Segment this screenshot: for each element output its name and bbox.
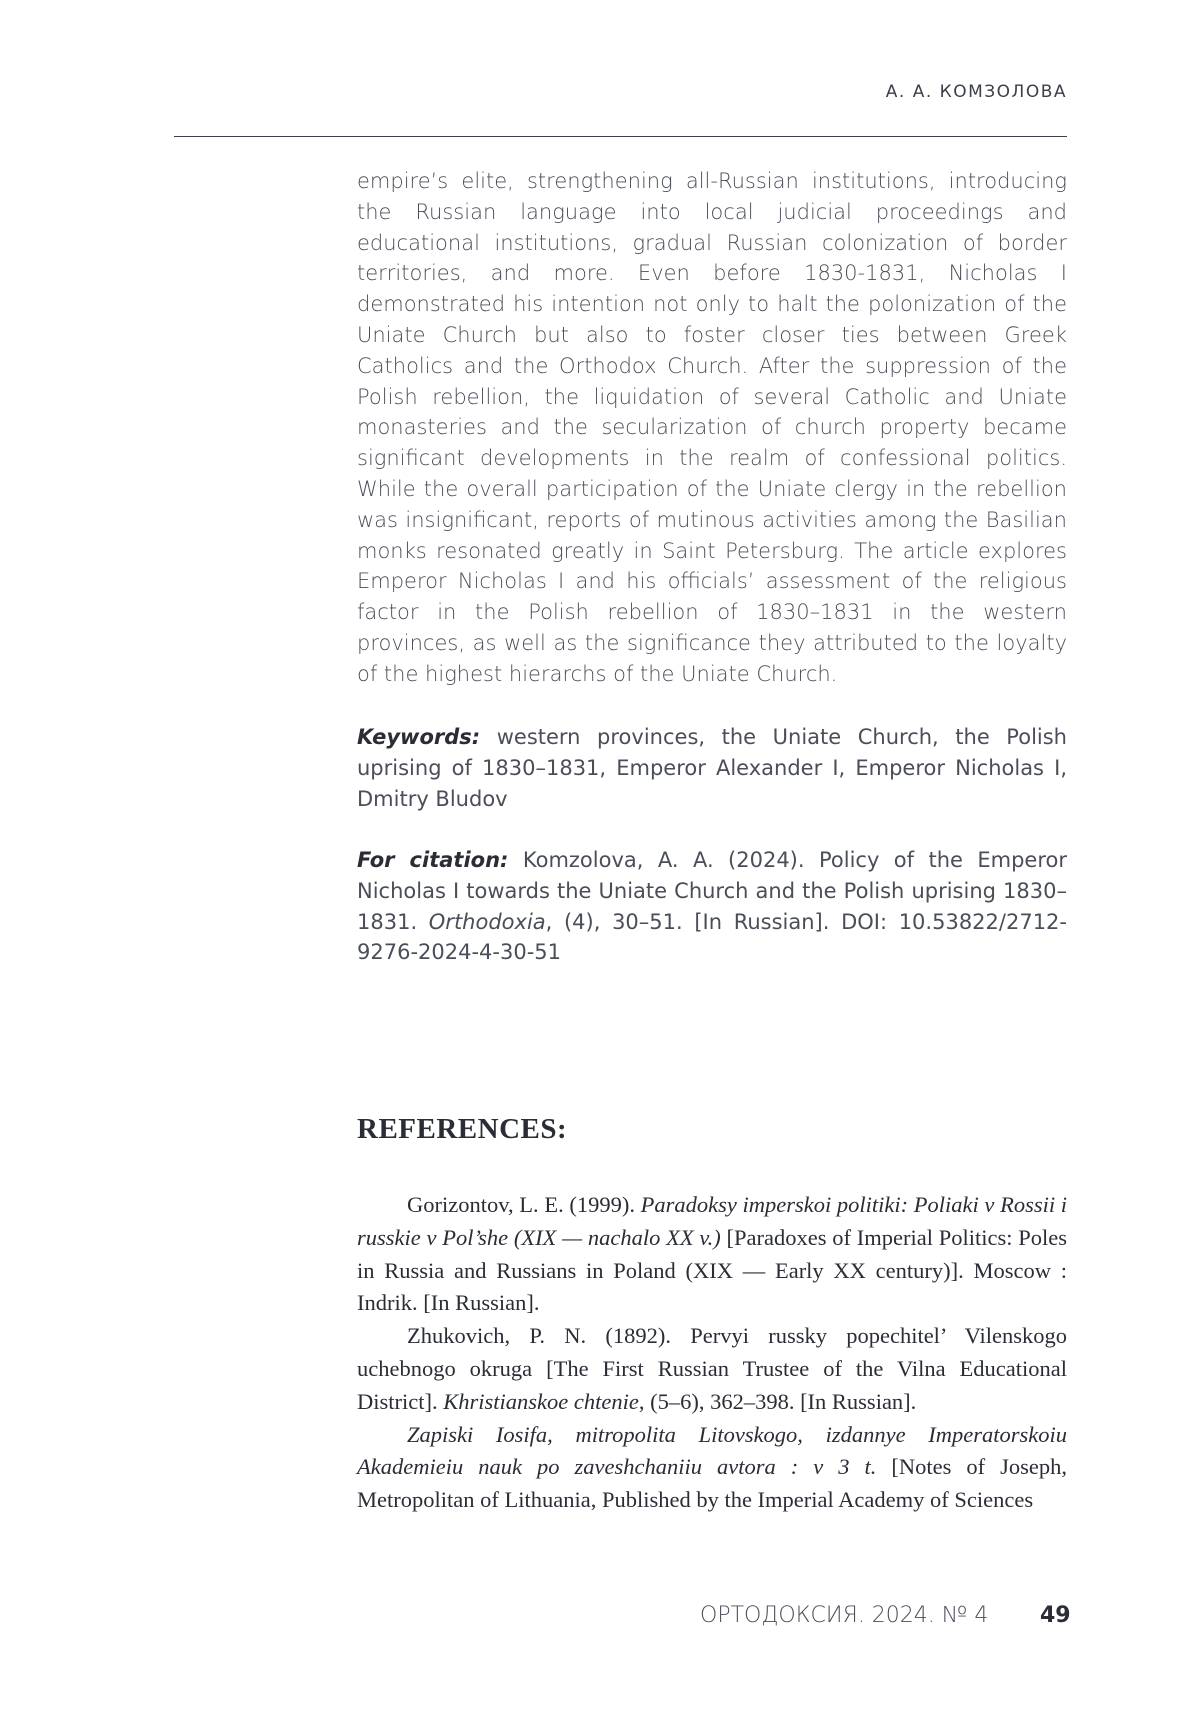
reference-plain-end: [Paradoxes of Imperial Politics: Poles in Russia and Russians in Poland (XIX — Early XX century)]. Moscow : Indrik. [In Russian]. — [357, 1224, 1067, 1316]
reference-italic-title: Zapiski Iosifa, mitropolita Litovskogo, izdannye Imperatorskoiu Akademieiu nauk po zaveshchaniiu avtora : v 3 t. — [357, 1421, 1067, 1480]
citation-text-before: Komzolova, A. A. (2024). Policy of the Emperor Nicholas I towards the Uniate Church and the Polish uprising 1830–1831. — [357, 848, 1067, 934]
keywords-text: western provinces, the Uniate Church, the Polish uprising of 1830–1831, Emperor Alexander I, Emperor Nicholas I, Dmitry Bludov — [357, 725, 1067, 811]
abstract-text: empire’s elite, strengthening all-Russian institutions, introducing the Russian language into local judicial proceedings and educational institutions, gradual Russian colonization of border territories, and more. Even before 1830-1831, Nicholas I demonstrated his intention not only to halt the polonization of the Uniate Church but also to foster closer ties between Greek Catholics and the Orthodox Church. After the suppression of the Polish rebellion, the liquidation of several Catholic and Uniate monasteries and the secularization of church property became significant developments in the realm of confessional politics. While the overall participation of the Uniate clergy in the rebellion was insignificant, reports of mutinous activities among the Basilian monks resonated greatly in Saint Petersburg. The article explores Emperor Nicholas I and his officials’ assessment of the religious factor in the Polish rebellion of 1830–1831 in the western provinces, as well as the significance they attributed to the loyalty of the highest hierarchs of the Uniate Church. — [357, 169, 1067, 686]
header-divider — [174, 136, 1067, 137]
reference-italic-title: Khristianskoe chtenie — [443, 1388, 639, 1414]
references-heading: REFERENCES: — [357, 1113, 568, 1145]
running-header-author: А. А. КОМЗОЛОВА — [885, 82, 1067, 102]
reference-italic-title: Paradoksy imperskoi politiki: Poliaki v Rossii i russkie v Pol’she (XIX — nachalo XX v.) — [357, 1192, 1067, 1250]
citation-paragraph — [357, 845, 1067, 968]
citation-label: For citation: — [357, 848, 509, 872]
citation-text-after: , (4), 30–51. [In Russian]. DOI: 10.53822/2712-9276-2024-4-30-51 — [357, 909, 1067, 965]
keywords-paragraph — [357, 722, 1067, 814]
reference-plain-end: , (5–6), 362–398. [In Russian]. — [638, 1388, 917, 1414]
page-number: 49 — [1040, 1603, 1071, 1628]
reference-plain-start: Gorizontov, L. E. (1999). — [407, 1192, 641, 1217]
references-list — [357, 1189, 1067, 1517]
reference-entry — [357, 1320, 1067, 1418]
reference-plain-start: Zhukovich, P. N. (1892). Pervyi russky popechitel’ Vilenskogo uchebnogo okruga [The First Russian Trustee of the Vilna Educational District]. — [357, 1323, 1067, 1414]
reference-plain-end: [Notes of Joseph, Metropolitan of Lithuania, Published by the Imperial Academy of Sciences — [357, 1454, 1067, 1513]
running-footer-journal: ОРТОДОКСИЯ. 2024. № 4 — [700, 1603, 989, 1628]
citation-journal: Orthodoxia — [428, 909, 546, 934]
reference-entry — [357, 1419, 1067, 1517]
keywords-label: Keywords: — [357, 725, 481, 749]
reference-entry — [357, 1189, 1067, 1320]
